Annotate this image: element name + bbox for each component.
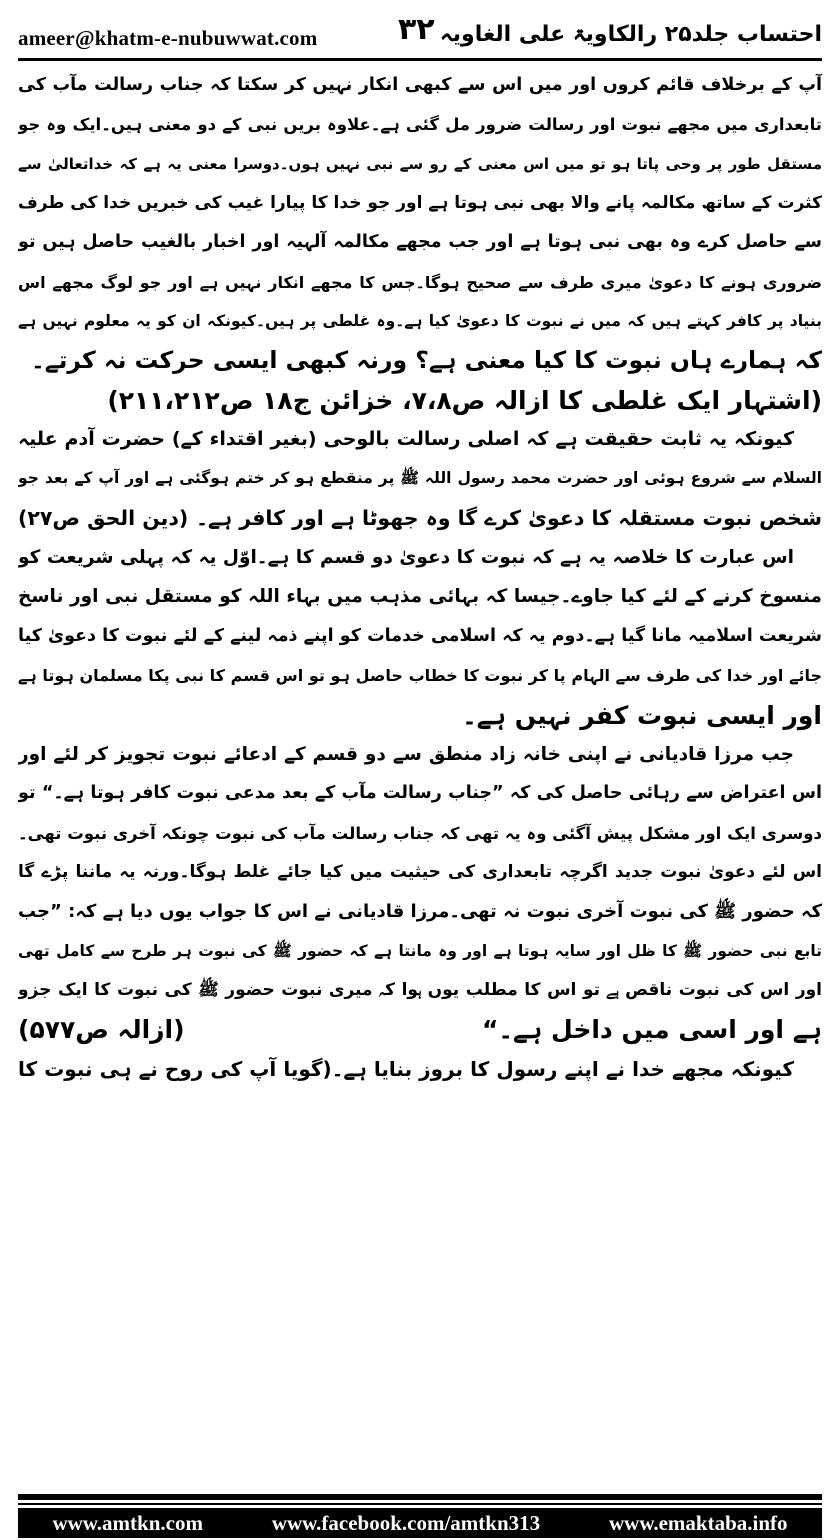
text-line: السلام سے شروع ہوئی اور حضرت محمد رسول اللہ ﷺ پر منقطع ہو کر ختم ہوگئی ہے اور آپ کے بعد جو — [18, 469, 822, 488]
text-line: کیونکہ مجھے خدا نے اپنے رسول کا بروز بنایا ہے۔(گویا آپ کی روح نے ہی نبوت کا — [18, 1056, 794, 1081]
footer-link-facebook[interactable]: www.facebook.com/amtkn313 — [271, 1510, 541, 1535]
text-line: کہ حضور ﷺ کی نبوت آخری نبوت نہ تھی۔مرزا قادیانی نے اس کا جواب یوں دیا ہے کہ: ”جب — [18, 901, 822, 923]
text-line: بنیاد پر کافر کہتے ہیں کہ میں نے نبوت کا دعویٰ کیا ہے۔وہ غلطی پر ہیں۔کیونکہ ان کو یہ معلوم نہیں ہے — [18, 312, 822, 331]
text-line: کہ ہمارے ہاں نبوت کا کیا معنی ہے؟ ورنہ کبھی ایسی حرکت نہ کرتے۔ — [31, 346, 822, 375]
citation-reference: (دین الحق ص۲۷) — [18, 505, 189, 530]
text-line: اس اعتراض سے رہائی حاصل کی کہ ”جناب رسالت مآب کے بعد مدعی نبوت کافر ہوتا ہے۔“ تو — [18, 783, 822, 804]
text-line-content: شخص نبوت مستقلہ کا دعویٰ کرے گا وہ جھوٹا ہے اور کافر ہے۔ — [196, 505, 822, 530]
text-line: ضروری ہونے کا دعویٰ میری طرف سے صحیح ہوگا۔جس کا مجھے انکار نہیں ہے اور جو لوگ مجھے اس — [18, 272, 822, 292]
header-divider — [18, 58, 822, 61]
text-line: دوسری ایک اور مشکل پیش آگئی وہ یہ تھی کہ جناب رسالت مآب کی نبوت چونکہ آخری نبوت تھی۔ — [18, 823, 822, 843]
book-title: احتساب جلد۲۵ رالکاویۃ علی الغاویہ — [439, 22, 822, 47]
text-line — [18, 1010, 822, 1049]
text-line: اور ایسی نبوت کفر نہیں ہے۔ — [462, 700, 822, 730]
text-line: جائے اور خدا کی طرف سے الہام پا کر نبوت کا خطاب حاصل ہو تو اس قسم کا نبی پکا مسلمان ہوتا ہے — [18, 666, 822, 686]
text-line-content: ہے اور اسی میں داخل ہے۔“ — [481, 1015, 822, 1045]
text-line: تابعداری میں مجھے نبوت اور رسالت ضرور مل گئی ہے۔علاوہ بریں نبی کے دو معنی ہیں۔ایک وہ جو — [18, 115, 822, 135]
body-text — [18, 66, 822, 1089]
text-line: اس لئے دعویٰ نبوت جدید اگرچہ تابعداری کی حیثیت میں کیا جائے غلط ہوگا۔ورنہ یہ ماننا پڑے گا — [18, 861, 822, 882]
text-line: جب مرزا قادیانی نے اپنی خانہ زاد منطق سے دو قسم کے ادعائے نبوت تجویز کر لئے اور — [18, 743, 794, 765]
citation-reference: (ازالہ ص۵۷۷) — [18, 1015, 185, 1045]
text-line: مستقل طور پر وحی پاتا ہو تو میں اس معنی کے رو سے نبی نہیں ہوں۔دوسرا معنی یہ ہے کہ خداتعالیٰ سے — [18, 154, 822, 173]
text-line: آپ کے برخلاف قائم کروں اور میں اس سے کبھی انکار نہیں کر سکتا کہ جناب رسالت مآب کی — [18, 75, 822, 95]
text-line: منسوخ کرنے کے لئے کیا جاوے۔جیسا کہ بہائی مذہب میں بہاء اللہ کو مستقل نبی اور ناسخ — [18, 586, 822, 608]
footer-links-bar — [18, 1508, 822, 1538]
text-line: اور اس کی نبوت ناقص ہے تو اس کا مطلب یوں ہوا کہ میری نبوت حضور ﷺ کی نبوت کا ایک جزو — [18, 979, 822, 1000]
text-line: کیونکہ یہ ثابت حقیقت ہے کہ اصلی رسالت بالوحی (بغیر اقتداء کے) حضرت آدم علیہ — [18, 428, 794, 451]
header-email: ameer@khatm-e-nubuwwat.com — [18, 26, 318, 50]
text-line: تابع نبی حضور ﷺ کا ظل اور سایہ ہوتا ہے اور وہ مانتا ہے کہ حضور ﷺ کی نبوت ہر طرح سے کامل تھی — [18, 941, 822, 960]
text-line: اس عبارت کا خلاصہ یہ ہے کہ نبوت کا دعویٰ دو قسم کا ہے۔اوّل یہ کہ پہلی شریعت کو — [18, 547, 794, 569]
text-line — [18, 499, 822, 538]
footer-link-emaktaba[interactable]: www.emaktaba.info — [609, 1510, 788, 1535]
page-header — [18, 12, 822, 52]
footer-divider-thick — [18, 1494, 822, 1500]
text-line: (اشتہار ایک غلطی کا ازالہ ص۷،۸، خزائن ج۱۸ ص۲۱۱،۲۱۲) — [107, 385, 822, 415]
footer-divider-thin — [18, 1503, 822, 1505]
footer-link-amtkn[interactable]: www.amtkn.com — [52, 1510, 203, 1535]
text-line: کثرت کے ساتھ مکالمہ پانے والا بھی نبی ہوتا ہے اور جو خدا کا پیارا غیب کی خبریں خدا کی طرف — [18, 193, 822, 214]
text-line: سے حاصل کرے وہ بھی نبی ہوتا ہے اور جب مجھے مکالمہ آلہیہ اور اخبار بالغیب حاصل ہیں تو — [18, 232, 822, 253]
text-line: شریعت اسلامیہ مانا گیا ہے۔دوم یہ کہ اسلامی خدمات کو اپنے ذمہ لینے کے لئے نبوت کا دعویٰ کیا — [18, 625, 822, 646]
page-number: ۳۲ — [398, 12, 435, 47]
